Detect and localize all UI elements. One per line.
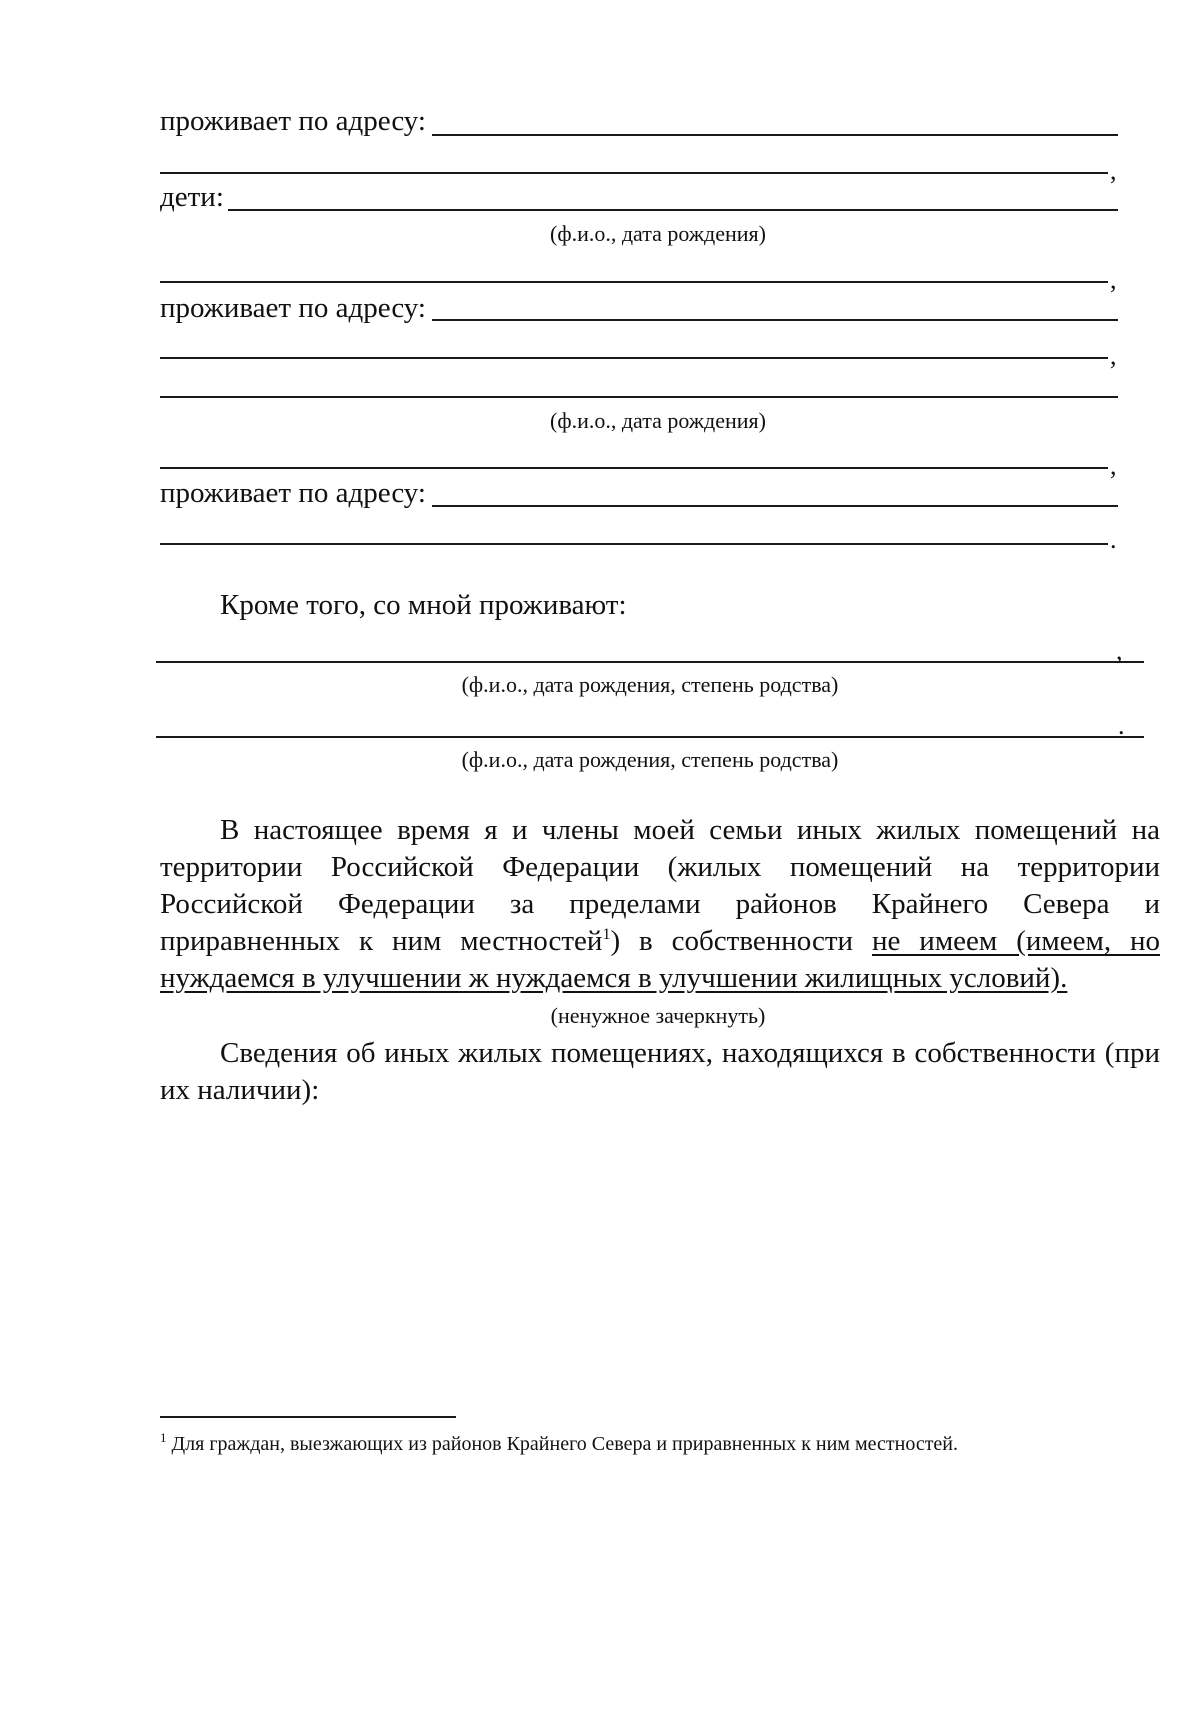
address-label-3: проживает по адресу: [160,477,426,509]
comma-4: , [1110,451,1117,480]
comma-1: , [1110,156,1117,185]
statement-line-4-start: приравненных к ним местностей [160,925,603,957]
statement-line-5-underlined: нуждаемся в улучшении ж нуждаемся в улучшении жилищных условий). [160,962,1068,994]
other-premises-line-2: их наличии): [160,1074,320,1106]
statement-line-2: территории Российской Федерации (жилых помещений на территории [160,851,1160,883]
statement-paragraph [160,812,1160,997]
footnote-text: Для граждан, выезжающих из районов Крайнего Севера и приравненных к ним местностей. [171,1433,959,1455]
statement-line-4-underlined: не имеем (имеем, но [871,925,1161,957]
footnote-ref: 1 [602,926,611,943]
comma-5: , [1116,636,1123,665]
also-living-line-1[interactable] [156,661,1144,663]
strike-note-caption: (ненужное зачеркнуть) [550,1003,766,1028]
address-line-2b[interactable] [160,357,1108,359]
children-line-2[interactable] [160,281,1108,283]
caption-fio-dob-relation-2: (ф.и.о., дата рождения, степень родства) [461,747,839,772]
statement-line-4 [160,923,1160,960]
also-living-label: Кроме того, со мной проживают: [220,589,627,621]
children-line-3[interactable] [160,396,1118,398]
statement-line-3: Российской Федерации за пределами районов Крайнего Севера и [160,888,1160,920]
children-line-1[interactable] [228,209,1118,211]
address-line-1a[interactable] [432,134,1118,136]
statement-line-1: В настоящее время я и члены моей семьи иных жилых помещений на [220,814,1160,846]
statement-line-4-mid: ) в собственности [610,925,872,957]
period-2: . [1118,711,1125,740]
address-line-3a[interactable] [432,505,1118,507]
footnote-marker: 1 [160,1430,167,1445]
address-line-3b[interactable] [160,543,1108,545]
statement-line-5 [160,960,1160,997]
other-premises-paragraph [160,1035,1160,1109]
children-line-4[interactable] [160,467,1108,469]
caption-fio-dob-relation-1: (ф.и.о., дата рождения, степень родства) [461,672,839,697]
comma-2: , [1110,265,1117,294]
children-label: дети: [160,181,224,213]
comma-3: , [1110,341,1117,370]
period-1: . [1110,525,1117,554]
caption-fio-dob-2: (ф.и.о., дата рождения) [550,408,766,433]
address-line-2a[interactable] [432,319,1118,321]
other-premises-line-1: Сведения об иных жилых помещениях, находящихся в собственности (при [220,1037,1160,1069]
address-label-2: проживает по адресу: [160,292,426,324]
also-living-line-2[interactable] [156,736,1144,738]
caption-fio-dob-1: (ф.и.о., дата рождения) [550,221,766,246]
address-label-1: проживает по адресу: [160,105,426,137]
footnote [160,1432,958,1456]
footnote-rule [160,1416,456,1418]
address-line-1b[interactable] [160,172,1108,174]
